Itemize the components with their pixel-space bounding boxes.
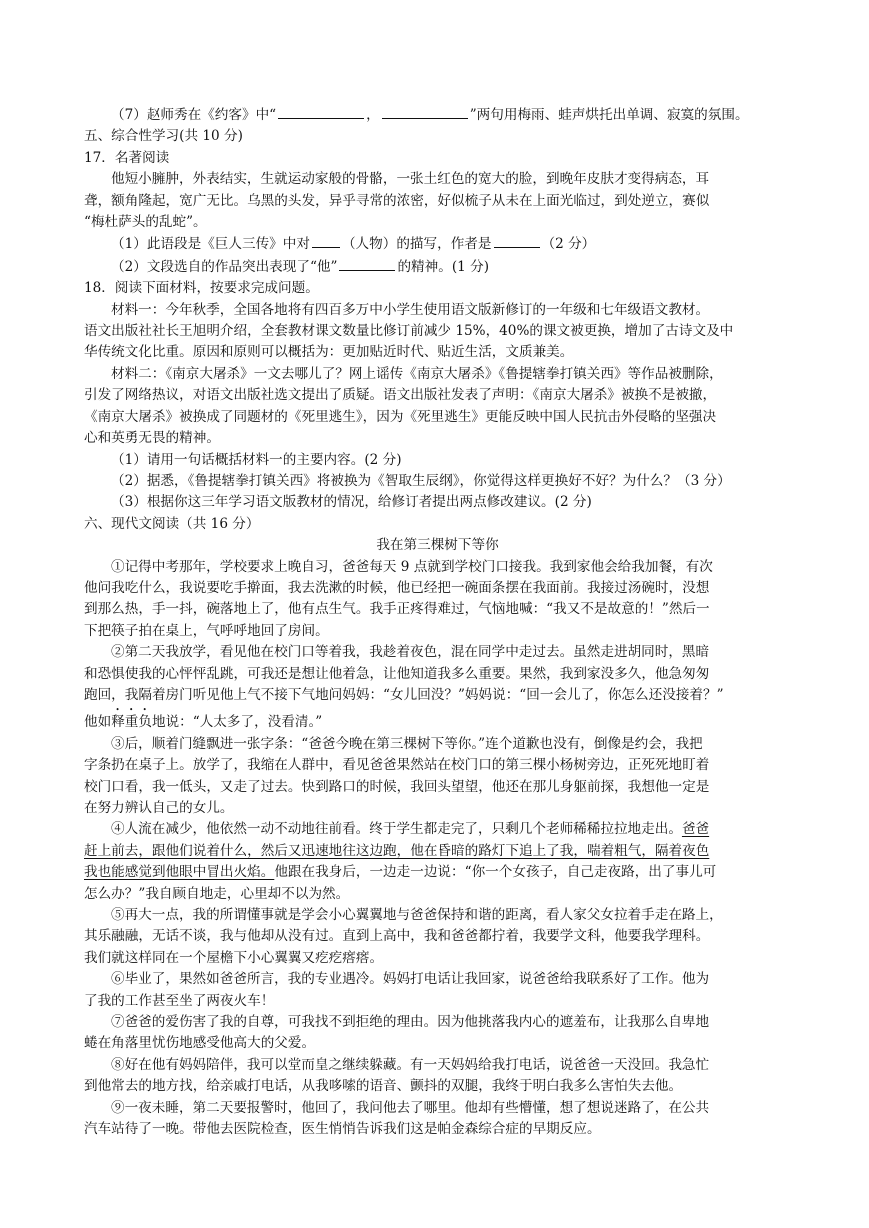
- section-5-heading: 五、综合性学习(共 10 分): [84, 128, 243, 145]
- para-3-line: 字条扔在桌子上。放学了，我缩在人群中，看见爸爸果然站在校门口的第三棵小杨树旁边，正死死地盯着: [84, 757, 710, 774]
- para-4-line: [84, 819, 791, 840]
- q17-passage-line: 他短小臃肿，外表结实，生就运动家般的骨骼，一张土红色的宽大的脸，到晚年皮肤才变得病态，耳: [111, 171, 710, 188]
- q18-sub: （2）据悉，《鲁提辖拳打镇关西》将被换为《智取生辰纲》，你觉得这样更换好不好？为什么？（3 分）: [111, 472, 731, 489]
- q17-sub1-text: （1）此语段是《巨人三传》中对: [111, 236, 310, 253]
- answer-blank[interactable]: [312, 233, 340, 248]
- q7-line: [84, 104, 791, 126]
- para-8-line: ⑧好在他有妈妈陪伴，我可以堂而皇之继续躲藏。有一天妈妈给我打电话，说爸爸一天没回。我急忙: [111, 1056, 710, 1073]
- para-5-line: 其乐融融，无话不谈，我与他却从没有过。直到上高中，我和爸爸都拧着，我要学文科，他要我学理科。: [84, 928, 710, 945]
- para-1-line: 下把筷子拍在桌上，气呼呼地回了房间。: [84, 622, 329, 639]
- para-2-text: 地说：“人太多了，没看清。”: [151, 714, 323, 731]
- para-2-line: 跑回，我隔着房门听见他上气不接下气地问妈妈：“女儿回没？”妈妈说：“回一会儿了，你怎么还没接着？”: [84, 686, 724, 703]
- material-1-line: 材料一：今年秋季，全国各地将有四百多万中小学生使用语文版新修订的一年级和七年级语文教材。: [111, 301, 710, 318]
- para-1-line: 他问我吃什么，我说要吃手擀面，我去洗漱的时候，他已经把一碗面条摆在我面前。我接过汤碗时，没想: [84, 579, 710, 596]
- para-1-line: ①记得中考那年，学校要求上晚自习，爸爸每天 9 点就到学校门口接我。我到家他会给我加餐，有次: [111, 558, 713, 575]
- para-9-line: 汽车站待了一晚。带他去医院检查，医生悄悄告诉我们这是帕金森综合症的早期反应。: [84, 1121, 601, 1138]
- q7-suffix: ”两句用梅雨、蛙声烘托出单调、寂寞的氛围。: [469, 107, 749, 123]
- q17-title: 17．名著阅读: [84, 149, 170, 166]
- para-4-line: 怎么办？”我自顾自地走，心里却不以为然。: [84, 885, 350, 902]
- q7-prefix: （7）赵师秀在《约客》中“: [111, 107, 277, 123]
- para-4-text: 他跟在我身后，一边走一边说：“你一个女孩子，自己走夜路，出了事儿可: [274, 864, 717, 881]
- para-3-line: 在努力辨认自己的女儿。: [84, 800, 234, 816]
- para-4-line: [84, 862, 791, 883]
- para-2-line: ②第二天我放学，看见他在校门口等着我，我趁着夜色，混在同学中走过去。虽然走进胡同时，黑暗: [111, 644, 710, 661]
- q17-passage-line: “梅杜萨头的乱蛇”。: [84, 214, 207, 231]
- para-6-line: 了我的工作甚至坐了两夜火车！: [84, 992, 275, 1009]
- story-title: 我在第三棵树下等你: [376, 537, 499, 554]
- para-7-line: ⑦爸爸的爱伤害了我的自尊，可我找不到拒绝的理由。因为他挑落我内心的遮羞布，让我那么自卑地: [111, 1014, 710, 1031]
- q17-sub2: [84, 256, 791, 278]
- material-1-line: 华传统文化比重。原因和原则可以概括为：更加贴近时代、贴近生活，文质兼美。: [84, 344, 574, 361]
- para-9-line: ⑨一夜未睡，第二天要报警时，他回了，我问他去了哪里。他却有些懵懂，想了想说迷路了，在公共: [111, 1099, 710, 1116]
- q18-title: 18．阅读下面材料，按要求完成问题。: [84, 280, 319, 297]
- q7-comma: ，: [366, 107, 380, 123]
- para-4-text: ④人流在减少，他依然一动不动地往前看。终于学生都走完了，只剩几个老师稀稀拉拉地走出。: [111, 821, 682, 838]
- para-2-text: 他如: [84, 714, 112, 731]
- para-2-line: [84, 706, 791, 733]
- answer-blank[interactable]: [278, 104, 364, 119]
- material-1-line: 语文出版社社长王旭明介绍，全套教材课文数量比修订前减少 15%，40%的课文被更换，增加了古诗文及中: [84, 323, 734, 340]
- para-3-line: 校门口看，我一低头，又走了过去。快到路口的时候，我回头望望，他还在那儿身躯前探，我想他一定是: [84, 778, 710, 795]
- para-8-line: 到他常去的地方找，给亲戚打电话，从我哆嗦的语音、颤抖的双腿，我终于明白我多么害怕失去他。: [84, 1078, 683, 1095]
- answer-blank[interactable]: [339, 256, 395, 271]
- material-2-line: 材料二：《南京大屠杀》一文去哪儿了？网上谣传《南京大屠杀》《鲁提辖拳打镇关西》等作品被删除，: [111, 365, 723, 382]
- para-5-line: ⑤再大一点，我的所谓懂事就是学会小心翼翼地与爸爸保持和谐的距离，看人家父女拉着手走在路上，: [111, 907, 723, 924]
- para-6-line: ⑥毕业了，果然如爸爸所言，我的专业遇冷。妈妈打电话让我回家，说爸爸给我联系好了工作。他为: [111, 971, 710, 988]
- q18-sub: （1）请用一句话概括材料一的主要内容。(2 分): [111, 451, 402, 468]
- material-2-line: 心和英勇无畏的精神。: [84, 430, 220, 447]
- q17-sub1-score: （2 分）: [541, 236, 596, 253]
- q17-sub1-text: （人物）的描写，作者是: [341, 236, 492, 253]
- para-5-line: 我们就这样同在一个屋檐下小心翼翼又疙疙瘩瘩。: [84, 949, 384, 966]
- answer-blank[interactable]: [494, 233, 540, 248]
- q17-sub2-text: 的精神。(1 分): [397, 258, 489, 275]
- q17-sub1: [84, 233, 791, 255]
- para-1-line: 到那么热，手一抖，碗落地上了，他有点生气。我手正疼得难过，气恼地喊：“我又不是故意的！”然后一: [84, 601, 710, 618]
- underlined-sentence: 爸爸: [681, 821, 710, 838]
- underlined-sentence: 我也能感觉到他眼中冒出火焰。: [84, 864, 275, 881]
- para-2-line: 和恐惧使我的心怦怦乱跳，可我还是想让他着急，让他知道我多么重要。果然，我到家没多久，他急匆匆: [84, 665, 710, 682]
- exam-page: [84, 104, 791, 1141]
- para-7-line: 蜷在角落里忧伤地感受他高大的父爱。: [84, 1035, 316, 1052]
- underlined-sentence: 赶上前去，跟他们说着什么，然后又迅速地往这边跑，他在昏暗的路灯下追上了我，喘着粗气，隔着夜色: [84, 842, 710, 859]
- q17-sub2-text: （2）文段选自的作品突出表现了“他”: [111, 258, 338, 275]
- q17-passage-line: 聋，额角隆起，宽广无比。乌黑的头发，异乎寻常的浓密，好似梳子从未在上面光临过，到处逆立，赛似: [84, 192, 710, 209]
- material-2-line: 引发了网络热议，对语文出版社选文提出了质疑。语文出版社发表了声明：《南京大屠杀》被换不是被撤，: [84, 387, 717, 404]
- section-6-heading: 六、现代文阅读（共 16 分）: [84, 515, 260, 532]
- para-4-line: [84, 841, 791, 862]
- para-3-line: ③后，顺着门缝飘进一张字条：“爸爸今晚在第三棵树下等你。”连个道歉也没有，倒像是约会，我把: [111, 735, 703, 752]
- emphasized-phrase: 释重负: [111, 714, 152, 731]
- material-2-line: 《南京大屠杀》被换成了同题材的《死里逃生》，因为《死里逃生》更能反映中国人民抗击外侵略的坚强决: [84, 408, 717, 425]
- q18-sub: （3）根据你这三年学习语文版教材的情况，给修订者提出两点修改建议。(2 分): [111, 494, 592, 511]
- answer-blank[interactable]: [382, 104, 468, 119]
